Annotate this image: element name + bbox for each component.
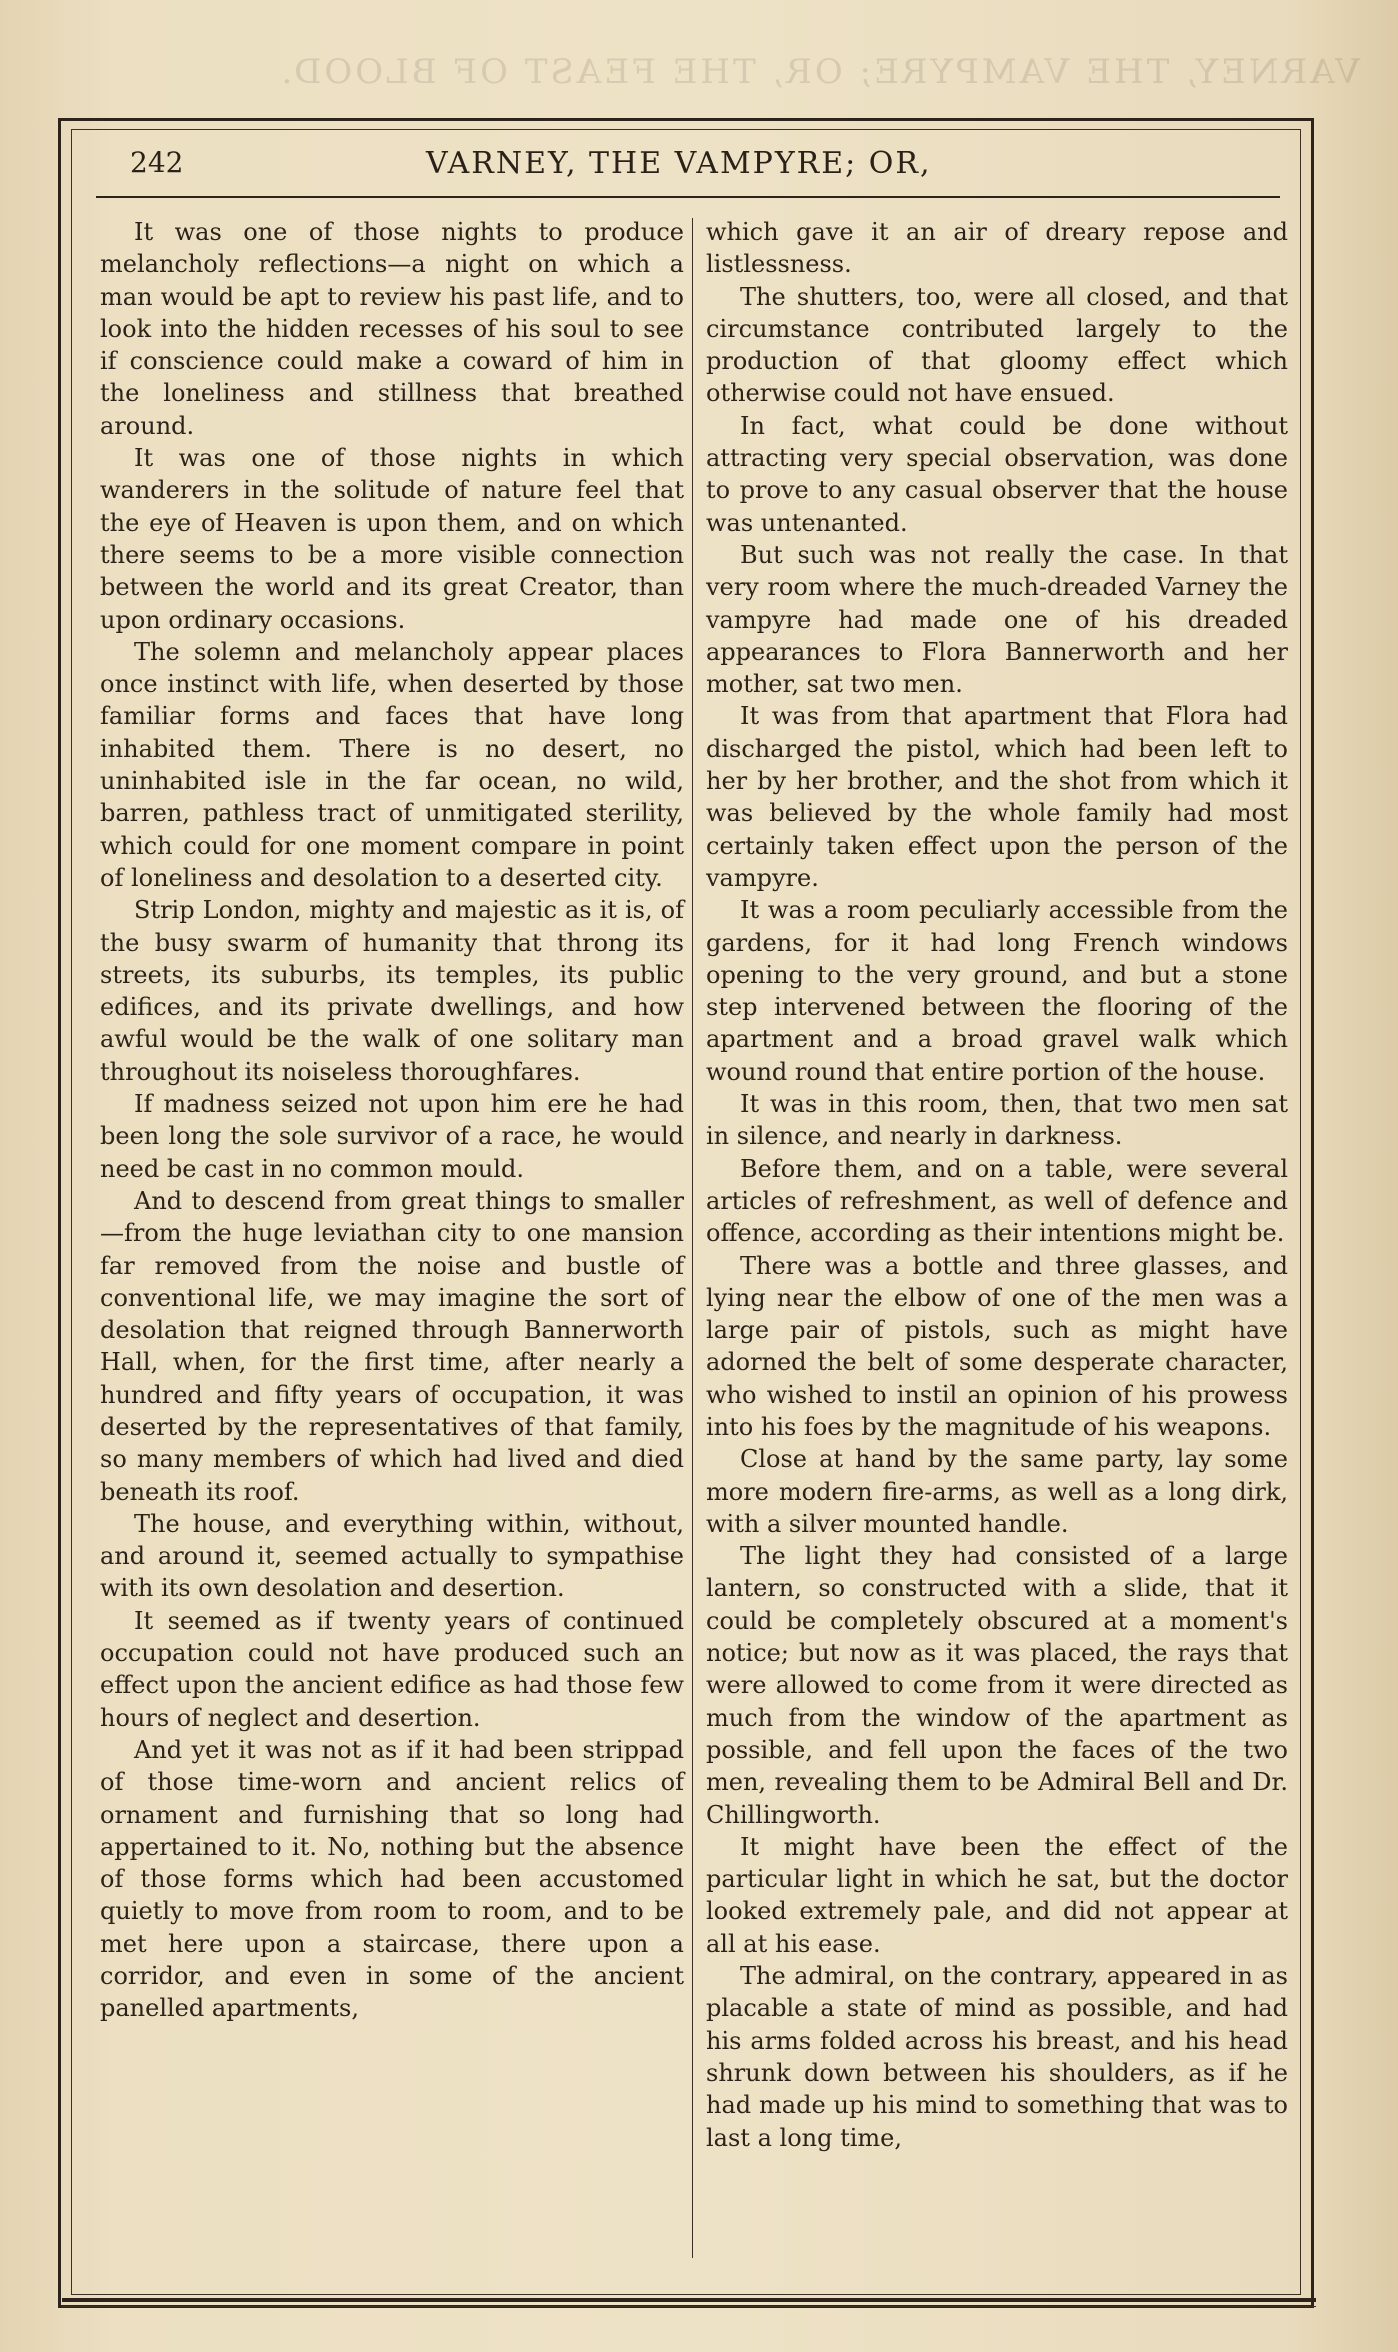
left-column [100, 216, 684, 2025]
paragraph: If madness seized not upon him ere he had been long the sole survivor of a race, he would need be cast in no common mould. [100, 1090, 684, 1183]
paragraph: In fact, what could be done without attracting very special observation, was done to prove to any casual observer that the house was untenanted. [706, 411, 1288, 537]
paragraph: And yet it was not as if it had been strippad of those time-worn and ancient relics of ornament and furnishing that so long had appertained to it. No, nothing but the absence of those forms which had been accustomed quietly to move from room to room, and to be met here upon a staircase, there upon a corridor, and even in some of the ancient panelled apartments, [100, 1735, 684, 2023]
paragraph: It was from that apartment that Flora had discharged the pistol, which had been left to her by her brother, and the shot from which it was believed by the whole family had most certainly taken effect upon the person of the vampyre. [706, 702, 1288, 892]
paragraph-continuation: which gave it an air of dreary repose and listlessness. [706, 218, 1288, 279]
paragraph: Before them, and on a table, were several articles of refreshment, as well of defence and offence, according as their intentions might be. [706, 1154, 1288, 1248]
column-divider [692, 218, 693, 2258]
paragraph: It might have been the effect of the particular light in which he sat, but the doctor looked extremely pale, and did not appear at all at his ease. [706, 1832, 1288, 1958]
bottom-rule-thin [62, 2306, 1316, 2307]
paragraph: Close at hand by the same party, lay some more modern fire-arms, as well as a long dirk, with a silver mounted handle. [706, 1445, 1288, 1538]
right-column [706, 216, 1288, 2154]
paragraph: Strip London, mighty and majestic as it is, of the busy swarm of humanity that throng its streets, its suburbs, its temples, its public edifices, and its private dwellings, and how awful would be the walk of one solitary man throughout its noiseless thoroughfares. [100, 896, 684, 1086]
paragraph: It was one of those nights in which wanderers in the solitude of nature feel that the eye of Heaven is upon them, and on which there seems to be a more visible connection between the world and its great Creator, than upon ordinary occasions. [100, 444, 684, 634]
paragraph: It was in this room, then, that two men sat in silence, and nearly in darkness. [706, 1090, 1288, 1151]
paragraph: It seemed as if twenty years of continued occupation could not have produced such an effect upon the ancient edifice as had those few hours of neglect and desertion. [100, 1606, 684, 1732]
paragraph: And to descend from great things to smaller—from the huge leviathan city to one mansion far removed from the noise and bustle of conventional life, we may imagine the sort of desolation that reigned through Bannerworth Hall, when, for the first time, after nearly a hundred and fifty years of occupation, it was deserted by the representatives of that family, so many members of which had lived and died beneath its roof. [100, 1186, 684, 1506]
page-number: 242 [130, 146, 184, 179]
paragraph: But such was not really the case. In that very room where the much-dreaded Varney the vampyre had made one of his dreaded appearances to Flora Bannerworth and her mother, sat two men. [706, 540, 1288, 699]
paragraph: The house, and everything within, without, and around it, seemed actually to sympathise with its own desolation and desertion. [100, 1509, 684, 1603]
paragraph: There was a bottle and three glasses, and lying near the elbow of one of the men was a large pair of pistols, such as might have adorned the belt of some desperate character, who wished to instil an opinion of his prowess into his foes by the magnitude of his weapons. [706, 1251, 1288, 1441]
paragraph: It was one of those nights to produce melancholy reflections—a night on which a man would be apt to review his past life, and to look into the hidden recesses of his soul to see if conscience could make a coward of him in the loneliness and stillness that breathed around. [100, 218, 684, 440]
page-header [130, 146, 1280, 190]
paragraph: The admiral, on the contrary, appeared in as placable a state of mind as possible, and had his arms folded across his breast, and his head shrunk down between his shoulders, as if he had made up his mind to something that was to last a long time, [706, 1962, 1288, 2152]
running-title: VARNEY, THE VAMPYRE; OR, [426, 146, 932, 181]
paragraph: The light they had consisted of a large lantern, so constructed with a slide, that it could be completely obscured at a moment's notice; but now as it was placed, the rays that were allowed to come from it were directed as much from the window of the apartment as possible, and fell upon the faces of the two men, revealing them to be Admiral Bell and Dr. Chillingworth. [706, 1542, 1288, 1829]
paragraph: The shutters, too, were all closed, and that circumstance contributed largely to the production of that gloomy effect which otherwise could not have ensued. [706, 282, 1288, 408]
bleed-through-header: VARNEY, THE VAMPYRE; OR, THE FEAST OF BLOOD. [278, 52, 1360, 92]
paragraph: It was a room peculiarly accessible from the gardens, for it had long French windows opening to the very ground, and but a stone step intervened between the flooring of the apartment and a broad gravel walk which wound round that entire portion of the house. [706, 896, 1288, 1086]
header-rule [96, 196, 1280, 198]
paragraph: The solemn and melancholy appear places once instinct with life, when deserted by those familiar forms and faces that have long inhabited them. There is no desert, no uninhabited isle in the far ocean, no wild, barren, pathless tract of unmitigated sterility, which could for one moment compare in point of loneliness and desolation to a deserted city. [100, 637, 684, 892]
bottom-rule [62, 2298, 1316, 2302]
